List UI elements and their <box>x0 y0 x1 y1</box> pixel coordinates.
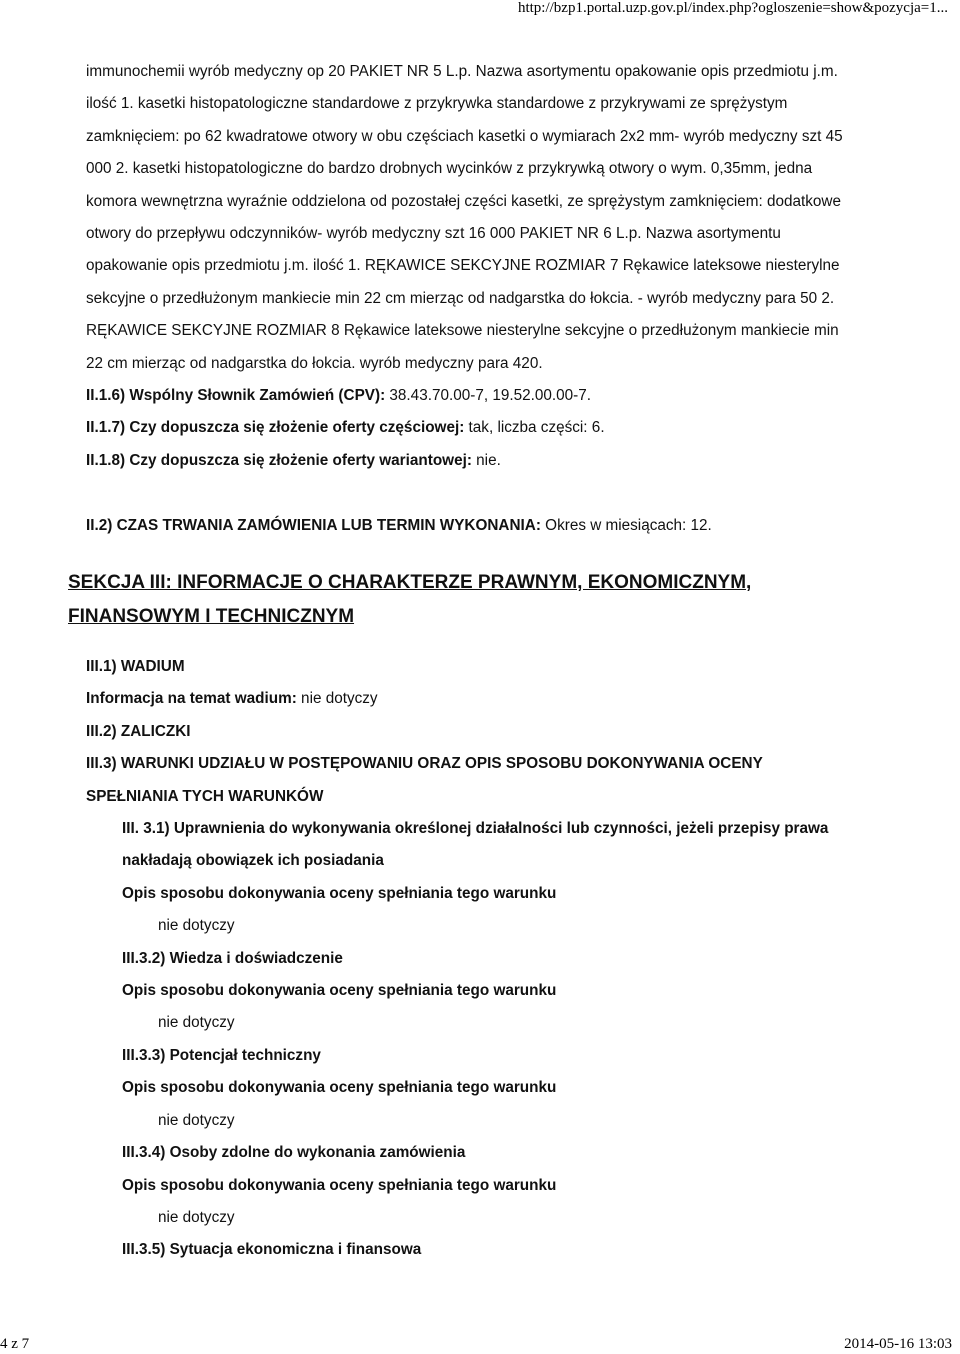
condition-2-opis: Opis sposobu dokonywania oceny spełniania tego warunku <box>122 982 557 1000</box>
condition-5-heading: III.3.5) Sytuacja ekonomiczna i finansowa <box>122 1241 422 1259</box>
cpv-label: II.1.6) Wspólny Słownik Zamówień (CPV): <box>86 387 386 405</box>
variant-offer-label: II.1.8) Czy dopuszcza się złożenie oferty wariantowej: <box>86 451 472 469</box>
condition-1-value: nie dotyczy <box>158 917 235 935</box>
body-line: 22 cm mierząc od nadgarstka do łokcia. wyrób medyczny para 420. <box>86 354 543 372</box>
body-line: opakowanie opis przedmiotu j.m. ilość 1. RĘKAWICE SEKCYJNE ROZMIAR 7 Rękawice lateksowe niesterylne <box>86 257 840 275</box>
asortyment-paragraph <box>86 56 896 380</box>
condition-1-heading: III. 3.1) Uprawnienia do wykonywania określonej działalności lub czynności, jeżeli przepisy prawa <box>122 820 829 838</box>
variant-offer-value: nie. <box>471 451 501 469</box>
wadium-info-label: Informacja na temat wadium: <box>86 690 297 708</box>
warunki-heading-line: III.3) WARUNKI UDZIAŁU W POSTĘPOWANIU ORAZ OPIS SPOSOBU DOKONYWANIA OCENY <box>86 755 763 773</box>
section-3-title <box>68 566 888 634</box>
page-number: 4 z 7 <box>0 1336 30 1352</box>
condition-2-heading: III.3.2) Wiedza i doświadczenie <box>122 949 343 967</box>
body-line: RĘKAWICE SEKCYJNE ROZMIAR 8 Rękawice lateksowe niesterylne sekcyjne o przedłużonym mankiecie min <box>86 322 839 340</box>
body-line: 000 2. kasetki histopatologiczne do bardzo drobnych wycinków z przykrywką otwory o wym. 0,35mm, jedna <box>86 160 813 178</box>
condition-4-value: nie dotyczy <box>158 1208 235 1226</box>
partial-offer-row <box>86 412 896 444</box>
duration-value: Okres w miesiącach: 12. <box>540 517 712 535</box>
condition-4-opis: Opis sposobu dokonywania oceny spełniania tego warunku <box>122 1176 557 1194</box>
condition-1-opis: Opis sposobu dokonywania oceny spełniania tego warunku <box>122 884 557 902</box>
wadium-heading: III.1) WADIUM <box>86 658 185 675</box>
page-content <box>86 56 896 543</box>
duration-label: II.2) CZAS TRWANIA ZAMÓWIENIA LUB TERMIN WYKONANIA: <box>86 517 541 535</box>
condition-2-value: nie dotyczy <box>158 1014 235 1032</box>
cpv-value: 38.43.70.00-7, 19.52.00.00-7. <box>385 387 591 405</box>
body-line: komora wewnętrzna wyraźnie oddzielona od pozostałej części kasetki, ze sprężystym zamknięciem: dodatkowe <box>86 192 841 210</box>
cpv-row <box>86 380 896 412</box>
duration-row <box>86 510 896 542</box>
body-line: otwory do przepływu odczynników- wyrób medyczny szt 16 000 PAKIET NR 6 L.p. Nazwa asortymentu <box>86 225 781 243</box>
body-line: zamknięciem: po 62 kwadratowe otwory w obu częściach kasetki o wymiarach 2x2 mm- wyrób medyczny szt 45 <box>86 127 843 145</box>
zaliczki-heading: III.2) ZALICZKI <box>86 722 191 740</box>
wadium-info-value: nie dotyczy <box>296 690 378 708</box>
condition-4-heading: III.3.4) Osoby zdolne do wykonania zamówienia <box>122 1144 466 1162</box>
variant-offer-row <box>86 445 896 477</box>
partial-offer-label: II.1.7) Czy dopuszcza się złożenie oferty częściowej: <box>86 419 465 437</box>
condition-3-value: nie dotyczy <box>158 1111 235 1129</box>
condition-3-opis: Opis sposobu dokonywania oceny spełniania tego warunku <box>122 1079 557 1097</box>
partial-offer-value: tak, liczba części: 6. <box>464 419 605 437</box>
body-line: immunochemii wyrób medyczny op 20 PAKIET NR 5 L.p. Nazwa asortymentu opakowanie opis przedmiotu j.m. <box>86 63 838 80</box>
section-3-title-line: FINANSOWYM I TECHNICZNYM <box>68 606 355 627</box>
print-header-url: http://bzp1.portal.uzp.gov.pl/index.php?ogloszenie=show&pozycja=1... <box>517 0 948 16</box>
condition-3-heading: III.3.3) Potencjał techniczny <box>122 1046 321 1064</box>
section-3-title-line: SEKCJA III: INFORMACJE O CHARAKTERZE PRAWNYM, EKONOMICZNYM, <box>68 572 752 593</box>
section-3-body <box>86 651 906 1267</box>
print-datetime: 2014-05-16 13:03 <box>844 1336 952 1352</box>
body-line: sekcyjne o przedłużonym mankiecie min 22 cm mierząc od nadgarstka do łokcia. - wyrób medyczny para 50 2. <box>86 289 835 307</box>
warunki-heading-line: SPEŁNIANIA TYCH WARUNKÓW <box>86 787 324 805</box>
body-line: ilość 1. kasetki histopatologiczne standardowe z przykrywka standardowe z przykrywami ze sprężystym <box>86 95 788 113</box>
wadium-info-row <box>86 683 906 715</box>
condition-1-heading: nakładają obowiązek ich posiadania <box>122 852 384 870</box>
